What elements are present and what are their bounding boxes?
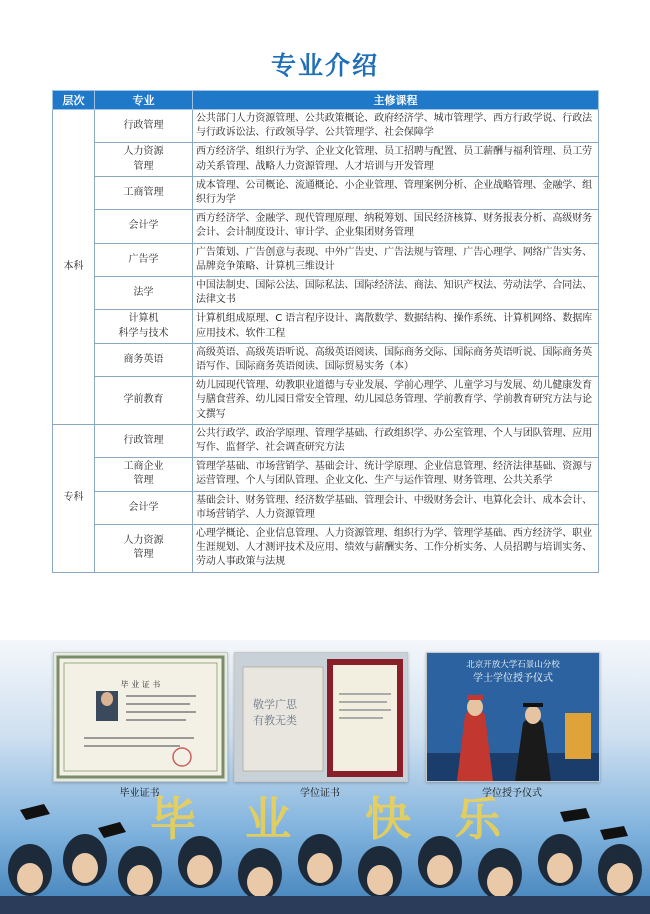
diploma-photo: [53, 652, 228, 782]
ceremony-photo: [426, 652, 600, 782]
major-cell: 工商管理: [95, 176, 193, 209]
major-cell: 工商企业 管理: [95, 458, 193, 491]
table-row: [53, 491, 599, 524]
diploma-caption: 毕业证书: [119, 788, 160, 799]
table-row: [53, 525, 599, 573]
level-cell: 本科: [53, 110, 95, 425]
table-row: [53, 277, 599, 310]
ceremony-caption: 学位授予仪式: [482, 788, 542, 799]
level-cell: 专科: [53, 424, 95, 572]
courses-cell: 心理学概论、企业信息管理、人力资源管理、组织行为学、管理学基础、西方经济学、职业生涯规划、人才测评技术及应用、绩效与薪酬实务、工作分析实务、人员招聘与培训实务、劳动人事政策与法规: [193, 525, 599, 573]
table-row: [53, 110, 599, 143]
degree-caption: 学位证书: [300, 788, 340, 799]
courses-cell: 计算机组成原理、C 语言程序设计、离散数学、数据结构、操作系统、计算机网络、数据库应用技术、软件工程: [193, 310, 599, 343]
table-row: [53, 210, 599, 243]
table-body: [53, 110, 599, 573]
table-row: [53, 310, 599, 343]
ceremony-banner-line-1: 北京开放大学石景山分校: [466, 660, 560, 670]
courses-cell: 幼儿园现代管理、幼教职业道德与专业发展、学前心理学、儿童学习与发展、幼儿健康发育与膳食营养、幼儿园日常安全管理、幼儿园总务管理、学前教育学、学前教育研究方法与论文撰写: [193, 377, 599, 425]
header-courses: 主修课程: [193, 91, 599, 110]
table-header-row: [53, 91, 599, 110]
table-row: [53, 243, 599, 276]
table-row: [53, 458, 599, 491]
table-row: [53, 424, 599, 457]
graduates-crowd: [0, 800, 650, 914]
svg-text:乐: 乐: [455, 792, 501, 846]
courses-cell: 高级英语、高级英语听说、高级英语阅读、国际商务交际、国际商务英语听说、国际商务英语写作、国际商务英语阅读、国际贸易实务（本）: [193, 343, 599, 376]
table-row: [53, 343, 599, 376]
major-cell: 计算机 科学与技术: [95, 310, 193, 343]
courses-cell: 公共部门人力资源管理、公共政策概论、政府经济学、城市管理学、西方行政学说、行政法与行政诉讼法、行政领导学、公共管理学、社会保障学: [193, 110, 599, 143]
major-cell: 法学: [95, 277, 193, 310]
major-cell: 学前教育: [95, 377, 193, 425]
table-row: [53, 377, 599, 425]
courses-cell: 广告策划、广告创意与表现、中外广告史、广告法规与管理、广告心理学、网络广告实务、品牌竞争策略、计算机三维设计: [193, 243, 599, 276]
major-cell: 人力资源 管理: [95, 525, 193, 573]
major-cell: 人力资源 管理: [95, 143, 193, 176]
table-row: [53, 143, 599, 176]
courses-cell: 中国法制史、国际公法、国际私法、国际经济法、商法、知识产权法、劳动法学、合同法、法律文书: [193, 277, 599, 310]
major-cell: 行政管理: [95, 110, 193, 143]
courses-cell: 西方经济学、金融学、现代管理原理、纳税筹划、国民经济核算、财务报表分析、高级财务会计、会计制度设计、审计学、企业集团财务管理: [193, 210, 599, 243]
calligraphy-line-1: 敬学广思: [253, 698, 297, 711]
table-row: [53, 176, 599, 209]
major-cell: 会计学: [95, 210, 193, 243]
major-cell: 商务英语: [95, 343, 193, 376]
major-cell: 广告学: [95, 243, 193, 276]
courses-cell: 基础会计、财务管理、经济数学基础、管理会计、中级财务会计、电算化会计、成本会计、市场营销学、人力资源管理: [193, 491, 599, 524]
header-major: 专业: [95, 91, 193, 110]
page-title: 专业介绍: [270, 51, 379, 80]
diploma-header: 毕 业 证 书: [120, 680, 161, 689]
course-table: [52, 90, 599, 573]
header-level: 层次: [53, 91, 95, 110]
degree-certificate-photo: [234, 652, 408, 782]
major-cell: 行政管理: [95, 424, 193, 457]
svg-text:业: 业: [245, 792, 291, 846]
courses-cell: 公共行政学、政治学原理、管理学基础、行政组织学、办公室管理、个人与团队管理、应用写作、监督学、社会调查研究方法: [193, 424, 599, 457]
courses-cell: 西方经济学、组织行为学、企业文化管理、员工招聘与配置、员工薪酬与福利管理、员工劳动关系管理、战略人力资源管理、人才培训与开发管理: [193, 143, 599, 176]
major-cell: 会计学: [95, 491, 193, 524]
svg-text:快: 快: [365, 792, 411, 846]
calligraphy-line-2: 有教无类: [253, 714, 297, 727]
svg-text:毕: 毕: [150, 792, 196, 846]
courses-cell: 管理学基础、市场营销学、基础会计、统计学原理、企业信息管理、经济法律基础、资源与运营管理、个人与团队管理、企业文化、生产与运作管理、财务管理、公共关系学: [193, 458, 599, 491]
ceremony-banner-line-2: 学士学位授予仪式: [473, 673, 553, 684]
courses-cell: 成本管理、公司概论、流通概论、小企业管理、管理案例分析、企业战略管理、金融学、组织行为学: [193, 176, 599, 209]
